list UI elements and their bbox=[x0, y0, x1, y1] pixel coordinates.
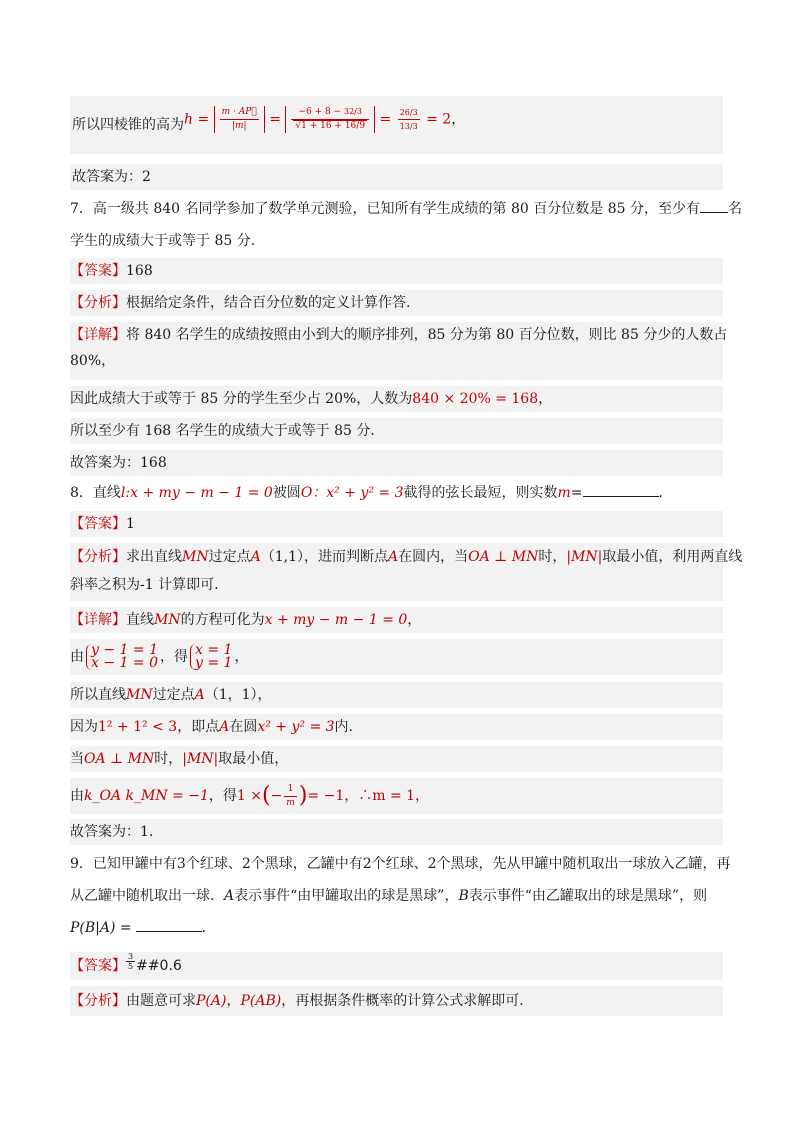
detail-text: 由 bbox=[70, 788, 84, 804]
detail-tag: 【详解】 bbox=[70, 327, 126, 343]
detail-math: MN bbox=[126, 687, 153, 703]
answer-value: ##0.6 bbox=[136, 958, 182, 974]
analysis-math: OA ⊥ MN bbox=[468, 549, 539, 565]
equation: y − 1 = 1 bbox=[91, 642, 158, 658]
question-math: P(B|A) = bbox=[70, 920, 132, 936]
analysis-text: 时， bbox=[538, 549, 567, 565]
answer-blank bbox=[700, 198, 728, 213]
detail-text: （1，1）， bbox=[204, 687, 272, 703]
detail-text: 取最小值， bbox=[218, 751, 289, 767]
q7-answer bbox=[70, 258, 723, 284]
analysis-math: |MN| bbox=[566, 549, 603, 565]
question-text: 从乙罐中随机取出一球． bbox=[70, 888, 224, 904]
question-8-line-1 bbox=[70, 481, 723, 505]
analysis-tag: 【分析】 bbox=[70, 295, 126, 311]
detail-text: ，即点 bbox=[177, 719, 220, 735]
question-text: 表示事件“由乙罐取出的球是黑球”，则 bbox=[468, 888, 708, 904]
question-math: l:x + my − m − 1 = 0 bbox=[120, 485, 273, 501]
analysis-text: 由题意可求 bbox=[126, 993, 196, 1009]
detail-text: 80%， bbox=[70, 353, 116, 369]
question-math: m bbox=[557, 485, 571, 501]
detail-text: 直线 bbox=[126, 612, 154, 628]
detail-math: |MN| bbox=[182, 751, 219, 767]
height-formula: h = $\frac{m \cdot AP⃗}{|m|}$ = $\frac{-6 + 8 - 32/3}{√1 + 16 + 16/9}$ = $\frac{26/3}{13/3}$ = 2， bbox=[184, 107, 466, 131]
detail-tag: 【详解】 bbox=[70, 612, 126, 628]
q7-detail-line-3 bbox=[70, 386, 723, 412]
answer-blank bbox=[136, 917, 202, 932]
detail-text: 过定点 bbox=[152, 687, 195, 703]
answer-tag: 【答案】 bbox=[70, 958, 126, 974]
analysis-text: 过定点 bbox=[208, 549, 251, 565]
question-9-line-1: 9．已知甲罐中有3个红球、2个黑球，乙罐中有2个红球、2个黑球，先从甲罐中随机取出一球放入乙罐，再 bbox=[70, 856, 731, 872]
question-text: . bbox=[201, 920, 207, 936]
detail-math: OA ⊥ MN bbox=[84, 751, 155, 767]
answer-line: 故答案为：2 bbox=[70, 164, 723, 190]
analysis-text: （1,1），进而判断点 bbox=[260, 549, 388, 565]
detail-math: k_OA k_MN = −1 bbox=[84, 788, 209, 804]
question-text: = bbox=[570, 485, 583, 501]
detail-math: x² + y² = 3 bbox=[257, 719, 335, 735]
equation-system bbox=[86, 644, 158, 670]
detail-text: 内. bbox=[334, 719, 353, 735]
denominator: 5 bbox=[128, 962, 134, 971]
question-math: B bbox=[458, 888, 469, 904]
analysis-text: 在圆内，当 bbox=[398, 549, 469, 565]
text-suffix: ， bbox=[451, 111, 466, 128]
equation: x = 1 bbox=[195, 642, 233, 658]
detail-text: 所以直线 bbox=[70, 687, 126, 703]
analysis-tag: 【分析】 bbox=[70, 993, 126, 1009]
answer-fraction bbox=[126, 952, 135, 971]
q8-detail-line-6: 由k_OA k_MN = −1，得1 ×(− $\frac{1}{m}$ )= −1，∴m = 1， bbox=[70, 778, 723, 814]
q8-answer bbox=[70, 511, 723, 537]
detail-math: = −1，∴m = 1， bbox=[307, 788, 430, 804]
answer-blank bbox=[583, 482, 659, 497]
detail-math: x + my − m − 1 = 0 bbox=[264, 612, 408, 628]
detail-math: 840 × 20% = 168 bbox=[412, 391, 539, 407]
answer-value: 1 bbox=[126, 516, 135, 532]
question-text: 7．高一级共 840 名同学参加了数学单元测验，已知所有学生成绩的第 80 百分位数是 85 分，至少有 bbox=[70, 201, 700, 217]
detail-text: ，得 bbox=[208, 788, 237, 804]
analysis-text: ，再根据条件概率的计算公式求解即可． bbox=[281, 993, 534, 1009]
detail-math: A bbox=[194, 687, 205, 703]
analysis-math: P(AB) bbox=[240, 993, 282, 1009]
question-7-line-2: 学生的成绩大于或等于 85 分. bbox=[70, 233, 256, 249]
analysis-text: 斜率之积为-1 计算即可. bbox=[70, 577, 219, 593]
question-text: . bbox=[658, 485, 663, 501]
question-9-line-3 bbox=[70, 916, 723, 940]
analysis-text: 求出直线 bbox=[126, 549, 182, 565]
q8-analysis bbox=[70, 543, 743, 601]
question-text: 表示事件“由甲罐取出的球是黑球”， bbox=[234, 888, 459, 904]
q9-answer bbox=[70, 952, 723, 980]
detail-math: 1 × bbox=[236, 788, 262, 804]
question-7-line-1 bbox=[70, 197, 742, 221]
q8-final: 故答案为：1. bbox=[70, 819, 723, 845]
answer-value: 168 bbox=[126, 263, 153, 279]
detail-text: 的方程可化为 bbox=[180, 612, 265, 628]
q8-detail-line-4 bbox=[70, 714, 723, 740]
detail-math: A bbox=[219, 719, 230, 735]
equation: x − 1 = 0 bbox=[91, 655, 158, 671]
analysis-text: 根据给定条件，结合百分位数的定义计算作答. bbox=[126, 295, 411, 311]
detail-text: 将 840 名学生的成绩按照由小到大的顺序排列，85 分为第 80 百分位数，则比 85 分少的人数占 bbox=[126, 327, 728, 343]
detail-text: 在圆 bbox=[229, 719, 258, 735]
equation-system bbox=[190, 644, 232, 670]
q7-detail bbox=[70, 322, 728, 380]
q8-detail-line-1 bbox=[70, 607, 723, 633]
question-math: O：x² + y² = 3 bbox=[300, 485, 404, 501]
detail-text: ， bbox=[538, 391, 553, 407]
analysis-text: 取最小值，利用两直线 bbox=[602, 549, 743, 565]
q7-analysis bbox=[70, 290, 723, 316]
q9-analysis bbox=[70, 986, 723, 1016]
detail-text: 因此成绩大于或等于 85 分的学生至少占 20%，人数为 bbox=[70, 391, 413, 407]
question-text: 8．直线 bbox=[70, 485, 121, 501]
detail-text: 时， bbox=[154, 751, 183, 767]
q7-detail-line-4: 所以至少有 168 名学生的成绩大于或等于 85 分. bbox=[70, 418, 723, 444]
analysis-math: A bbox=[250, 549, 261, 565]
question-text: 被圆 bbox=[272, 485, 301, 501]
detail-text: ，得 bbox=[160, 649, 188, 665]
analysis-tag: 【分析】 bbox=[70, 549, 126, 565]
detail-text: 由 bbox=[70, 649, 84, 665]
analysis-math: MN bbox=[182, 549, 209, 565]
q8-detail-line-3 bbox=[70, 682, 723, 708]
analysis-math: A bbox=[387, 549, 399, 565]
detail-text: 因为 bbox=[70, 719, 98, 735]
question-9-line-2 bbox=[70, 884, 723, 908]
question-text: 截得的弦长最短，则实数 bbox=[403, 485, 558, 501]
answer-tag: 【答案】 bbox=[70, 516, 126, 532]
answer-tag: 【答案】 bbox=[70, 263, 126, 279]
text-prefix: 所以四棱锥的高为 bbox=[72, 117, 184, 133]
question-math: A bbox=[224, 888, 235, 904]
q7-final: 故答案为：168 bbox=[70, 450, 723, 476]
detail-text: ， bbox=[407, 612, 422, 628]
analysis-math: P(A) bbox=[196, 993, 227, 1009]
height-formula-line bbox=[70, 96, 723, 154]
equation: y = 1 bbox=[195, 655, 233, 671]
analysis-text: ， bbox=[226, 993, 241, 1009]
question-text: 名 bbox=[727, 201, 742, 217]
detail-math: MN bbox=[154, 612, 181, 628]
detail-text: 当 bbox=[70, 751, 84, 767]
q8-detail-line-2 bbox=[70, 639, 723, 675]
detail-text: ， bbox=[234, 649, 249, 665]
numerator: 3 bbox=[128, 952, 134, 961]
detail-math: 1² + 1² < 3 bbox=[98, 719, 178, 735]
q8-detail-line-5 bbox=[70, 746, 723, 772]
